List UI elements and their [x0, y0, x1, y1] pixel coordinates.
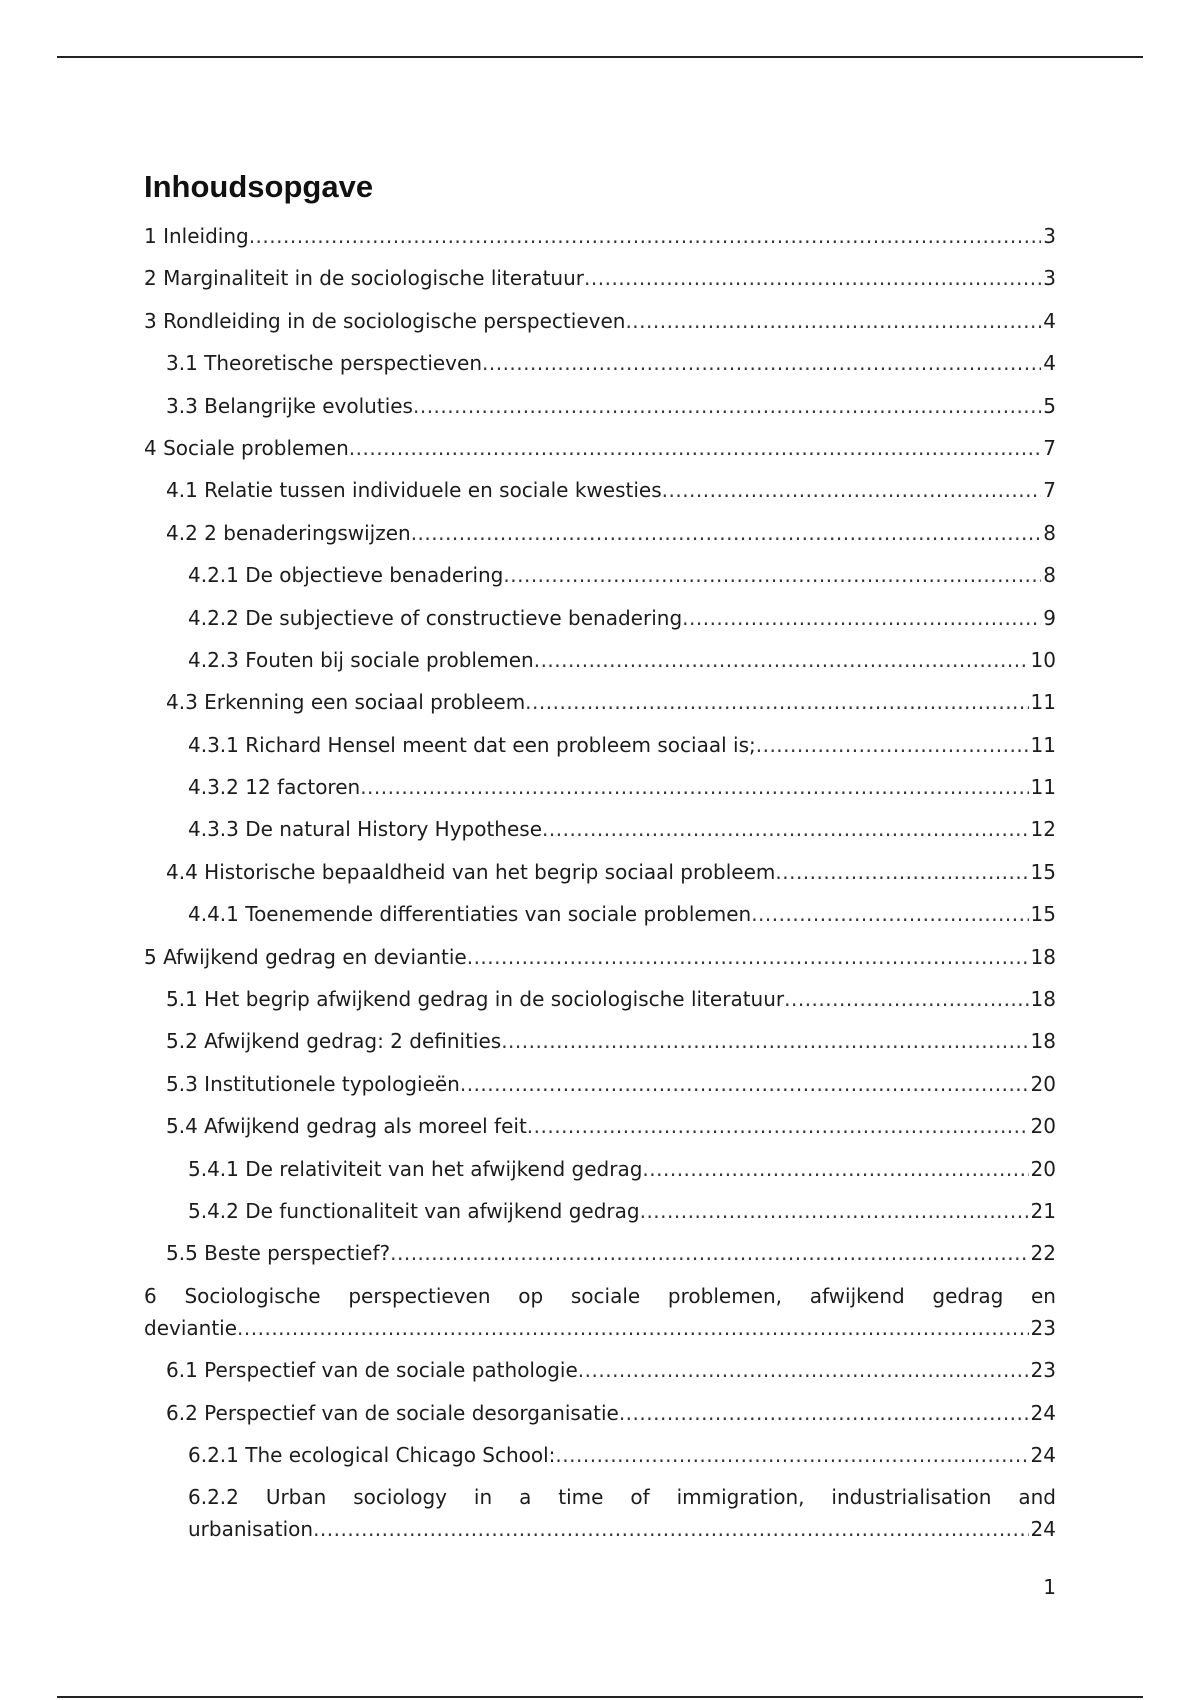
toc-entry-page: 7 [1043, 478, 1056, 503]
toc-entry[interactable] [144, 1068, 1056, 1100]
toc-entry[interactable] [144, 644, 1056, 676]
toc-dot-leader [682, 602, 1041, 634]
toc-entry[interactable] [144, 1025, 1056, 1057]
toc-dot-leader [784, 983, 1028, 1015]
toc-dot-leader [642, 1153, 1028, 1185]
toc-entry[interactable] [144, 1110, 1056, 1142]
toc-entry-page: 11 [1030, 775, 1056, 800]
toc-entry[interactable] [144, 1354, 1056, 1386]
toc-entry-page: 15 [1030, 902, 1056, 927]
toc-entry-label: 5.5 Beste perspectief? [166, 1241, 391, 1266]
toc-page [144, 160, 1056, 1556]
toc-entry[interactable] [144, 898, 1056, 930]
toc-entry-page: 8 [1043, 563, 1056, 588]
toc-dot-leader [584, 262, 1041, 294]
page-number: 1 [1043, 1575, 1056, 1599]
toc-entry-page: 9 [1043, 605, 1056, 630]
toc-entry-label: 3 Rondleiding in de sociologische perspectieven [144, 308, 626, 333]
toc-dot-leader [390, 1237, 1028, 1269]
toc-entry-page: 15 [1030, 859, 1056, 884]
toc-entry-label: deviantie [144, 1315, 238, 1340]
toc-dot-leader [313, 1513, 1028, 1545]
toc-entry[interactable] [144, 1237, 1056, 1269]
toc-title: Inhoudsopgave [144, 169, 374, 204]
toc-entry-label: 4.3.2 12 factoren [188, 775, 361, 800]
toc-entry-page: 11 [1030, 690, 1056, 715]
toc-entry[interactable] [144, 983, 1056, 1015]
toc-entry-label: 4.4.1 Toenemende differentiaties van sociale problemen [188, 902, 752, 927]
toc-entry[interactable] [144, 602, 1056, 634]
toc-entry-label: 4 Sociale problemen [144, 435, 349, 460]
toc-entry-label: 4.1 Relatie tussen individuele en sociale kwesties [166, 478, 662, 503]
toc-entry-label: 1 Inleiding [144, 224, 249, 248]
toc-entry[interactable] [144, 856, 1056, 888]
toc-entry-label: 6.2 Perspectief van de sociale desorganisatie [166, 1400, 619, 1425]
toc-dot-leader [578, 1354, 1029, 1386]
toc-entry-label: 6.2.1 The ecological Chicago School: [188, 1442, 556, 1467]
toc-entry-page: 5 [1043, 393, 1056, 418]
toc-entry-label: urbanisation [188, 1517, 314, 1542]
toc-entry-label: 4.3.3 De natural History Hypothese [188, 817, 543, 842]
toc-dot-leader [501, 1025, 1028, 1057]
toc-dot-leader [467, 941, 1029, 973]
toc-entry-page: 3 [1043, 266, 1056, 291]
toc-dot-leader [662, 474, 1042, 506]
toc-entry-page: 18 [1030, 944, 1056, 969]
toc-entry-page: 20 [1030, 1071, 1056, 1096]
toc-entry[interactable] [144, 220, 1056, 252]
toc-entry[interactable] [144, 771, 1056, 803]
toc-dot-leader [349, 432, 1041, 464]
toc-entry[interactable] [144, 686, 1056, 718]
toc-entry-page: 7 [1043, 435, 1056, 460]
toc-entry-label: 5.4.1 De relativiteit van het afwijkend gedrag [188, 1156, 643, 1181]
toc-entry-label: 3.1 Theoretische perspectieven [166, 351, 482, 376]
toc-entry[interactable] [144, 1280, 1056, 1344]
toc-dot-leader [640, 1195, 1029, 1227]
toc-dot-leader [237, 1312, 1029, 1344]
toc-entry-page: 18 [1030, 987, 1056, 1012]
toc-entry[interactable] [144, 390, 1056, 422]
toc-entry-label: 2 Marginaliteit in de sociologische literatuur [144, 266, 585, 291]
toc-entry-label: 5 Afwijkend gedrag en deviantie [144, 944, 467, 969]
toc-dot-leader [360, 771, 1028, 803]
toc-entry-page: 23 [1030, 1315, 1056, 1340]
toc-dot-leader [756, 729, 1029, 761]
toc-dot-leader [482, 347, 1041, 379]
toc-entry-label: 5.3 Institutionele typologieën [166, 1071, 460, 1096]
toc-entry-page: 24 [1030, 1442, 1056, 1467]
toc-entry-label-line1: 6.2.2 Urban sociology in a time of immigration, industrialisation and [188, 1485, 1056, 1510]
toc-entry-page: 21 [1030, 1198, 1056, 1223]
toc-dot-leader [249, 220, 1042, 252]
header-rule [57, 56, 1143, 58]
toc-entry-label: 4.4 Historische bepaaldheid van het begrip sociaal probleem [166, 859, 776, 884]
toc-entry-page: 11 [1030, 732, 1056, 757]
toc-entry[interactable] [144, 1153, 1056, 1185]
toc-entry[interactable] [144, 941, 1056, 973]
toc-entry-label: 6.1 Perspectief van de sociale pathologie [166, 1358, 578, 1383]
toc-entry[interactable] [144, 1397, 1056, 1429]
toc-dot-leader [775, 856, 1028, 888]
toc-entry-label: 3.3 Belangrijke evoluties [166, 393, 413, 418]
toc-entry-page: 20 [1030, 1114, 1056, 1139]
toc-entry[interactable] [144, 1481, 1056, 1545]
toc-entry-page: 12 [1030, 817, 1056, 842]
toc-dot-leader [534, 644, 1029, 676]
toc-entry[interactable] [144, 262, 1056, 294]
toc-entry-label: 4.2.2 De subjectieve of constructieve benadering [188, 605, 683, 630]
toc-dot-leader [525, 686, 1028, 718]
toc-entry-label: 5.4 Afwijkend gedrag als moreel feit [166, 1114, 527, 1139]
toc-entry-label: 4.2 2 benaderingswijzen [166, 520, 411, 545]
toc-dot-leader [503, 559, 1041, 591]
toc-entry-page: 8 [1043, 520, 1056, 545]
toc-entry-page: 18 [1030, 1029, 1056, 1054]
toc-dot-leader [625, 305, 1041, 337]
toc-entry[interactable] [144, 305, 1056, 337]
toc-entry[interactable] [144, 432, 1056, 464]
toc-entry-page: 3 [1043, 224, 1056, 248]
toc-dot-leader [555, 1439, 1028, 1471]
toc-entry-label: 5.1 Het begrip afwijkend gedrag in de sociologische literatuur [166, 987, 785, 1012]
toc-entry-page: 22 [1030, 1241, 1056, 1266]
toc-entry-page: 4 [1043, 351, 1056, 376]
toc-dot-leader [542, 813, 1029, 845]
toc-entry[interactable] [144, 813, 1056, 845]
toc-dot-leader [751, 898, 1028, 930]
toc-entry-label: 5.4.2 De functionaliteit van afwijkend gedrag [188, 1198, 640, 1223]
toc-entry-page: 10 [1030, 647, 1056, 672]
toc-dot-leader [411, 517, 1042, 549]
toc-dot-leader [460, 1068, 1029, 1100]
toc-entry-page: 4 [1043, 308, 1056, 333]
toc-entry-label: 4.2.1 De objectieve benadering [188, 563, 504, 588]
toc-entry[interactable] [144, 474, 1056, 506]
toc-list [144, 220, 1056, 1545]
toc-entry-page: 24 [1030, 1400, 1056, 1425]
toc-entry-label: 4.2.3 Fouten bij sociale problemen [188, 647, 534, 672]
toc-dot-leader [619, 1397, 1029, 1429]
footer-rule [57, 1696, 1143, 1698]
toc-entry-label: 5.2 Afwijkend gedrag: 2 definities [166, 1029, 502, 1054]
toc-entry[interactable] [144, 1439, 1056, 1471]
toc-entry-page: 20 [1030, 1156, 1056, 1181]
toc-entry[interactable] [144, 347, 1056, 379]
toc-entry-page: 24 [1030, 1517, 1056, 1542]
toc-entry[interactable] [144, 559, 1056, 591]
toc-entry-label: 4.3.1 Richard Hensel meent dat een probleem sociaal is; [188, 732, 756, 757]
toc-dot-leader [527, 1110, 1029, 1142]
toc-entry-label: 4.3 Erkenning een sociaal probleem [166, 690, 526, 715]
toc-entry[interactable] [144, 1195, 1056, 1227]
toc-entry-label-line1: 6 Sociologische perspectieven op sociale problemen, afwijkend gedrag en [144, 1283, 1056, 1308]
toc-entry[interactable] [144, 517, 1056, 549]
toc-entry-page: 23 [1030, 1358, 1056, 1383]
toc-dot-leader [413, 390, 1041, 422]
toc-entry[interactable] [144, 729, 1056, 761]
